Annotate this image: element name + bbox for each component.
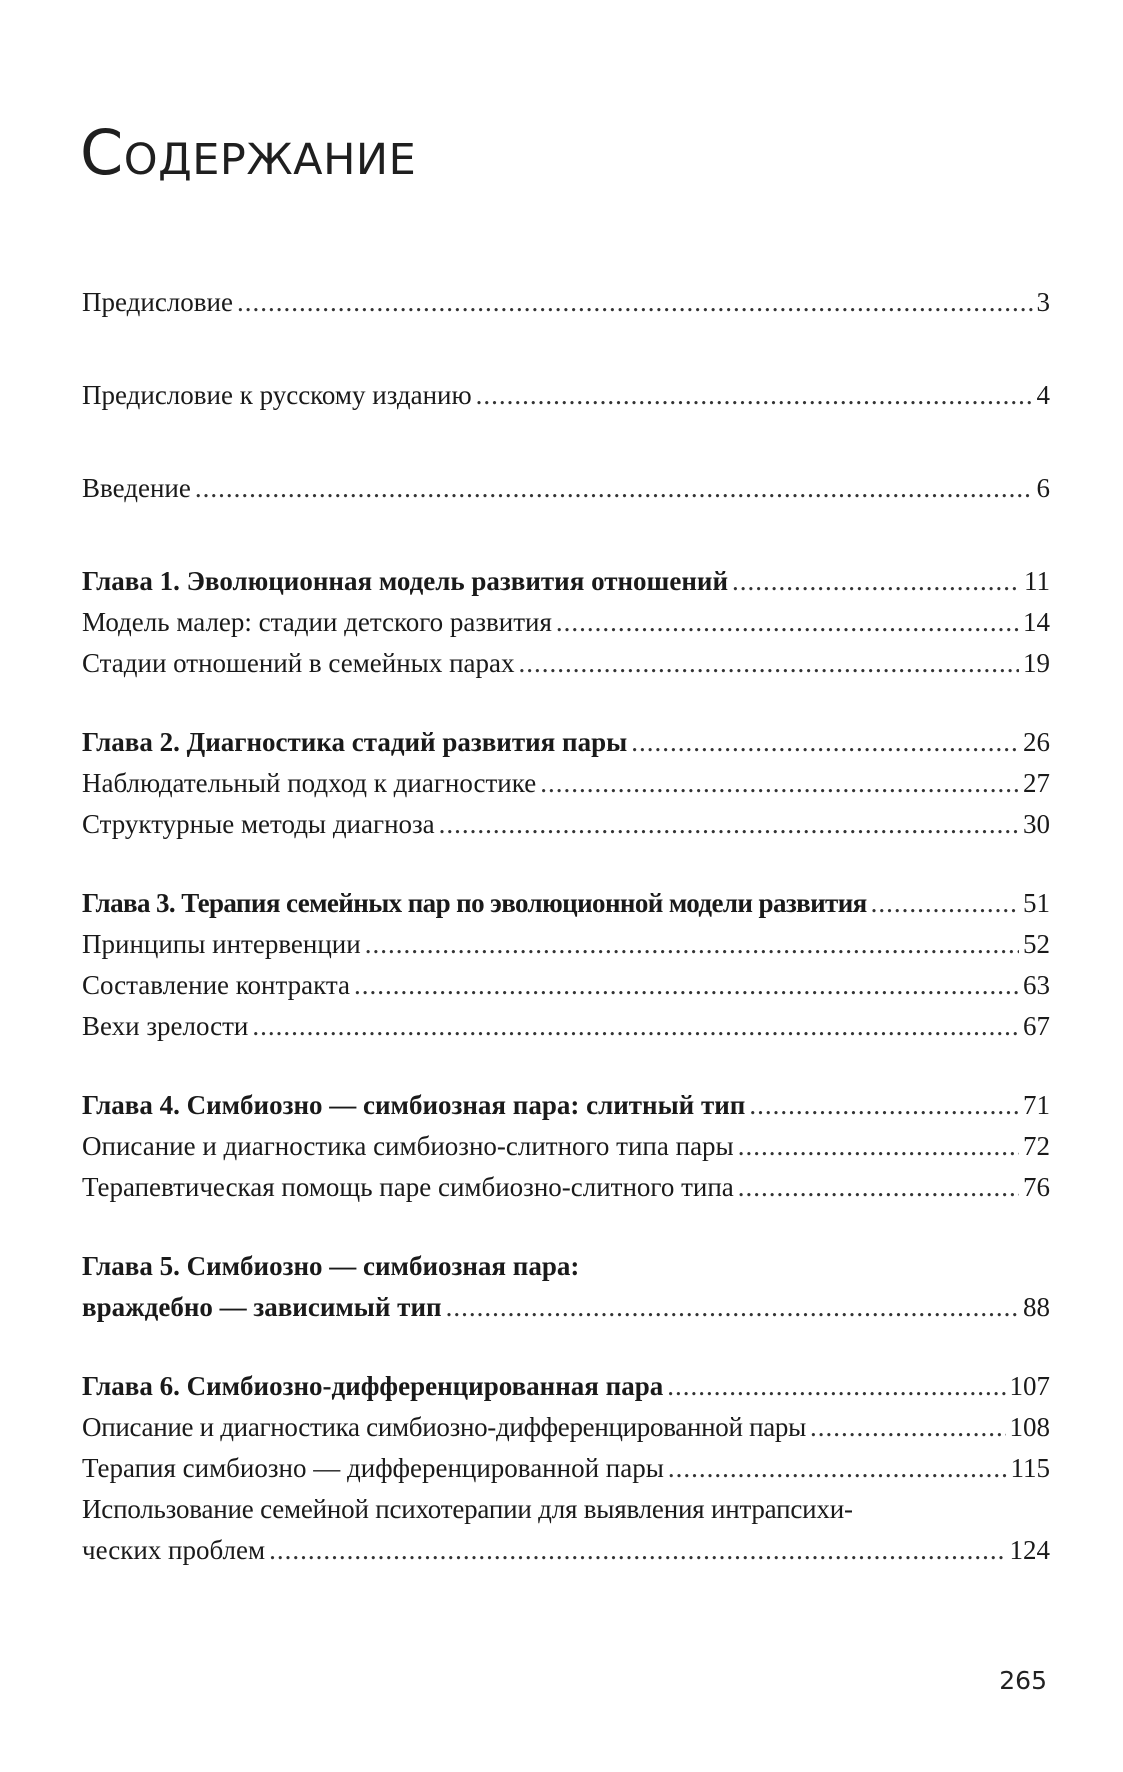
toc-group-preface-ru <box>82 375 1050 416</box>
dot-leader <box>476 375 1033 416</box>
toc-chapter-title: Глава 3. Терапия семейных пар по эволюционной модели развития <box>82 888 867 918</box>
toc-section-title: Модель малер: стадии детского развития <box>82 607 552 637</box>
dot-leader <box>446 1287 1019 1328</box>
toc-section[interactable] <box>82 965 1050 1006</box>
toc-group-chapter-1 <box>82 561 1050 684</box>
toc-group-intro <box>82 468 1050 509</box>
toc-chapter-title: Глава 1. Эволюционная модель развития отношений <box>82 566 728 596</box>
toc-page-number: 71 <box>1023 1090 1050 1120</box>
dot-leader <box>556 602 1019 643</box>
dot-leader <box>519 643 1020 684</box>
toc-chapter-4[interactable] <box>82 1085 1050 1126</box>
table-of-contents <box>82 282 1050 1609</box>
toc-group-preface <box>82 282 1050 323</box>
toc-section[interactable] <box>82 1530 1050 1571</box>
dot-leader <box>354 965 1019 1006</box>
toc-section-title: Описание и диагностика симбиозно-дифференцированной пары <box>82 1412 806 1442</box>
toc-page-number: 63 <box>1023 970 1050 1000</box>
toc-page-number: 14 <box>1023 607 1050 637</box>
dot-leader <box>195 468 1033 509</box>
toc-page-number: 3 <box>1036 287 1050 317</box>
toc-entry-intro[interactable] <box>82 468 1050 509</box>
dot-leader <box>732 561 1020 602</box>
toc-section-title: Вехи зрелости <box>82 1011 249 1041</box>
toc-section[interactable] <box>82 1006 1050 1047</box>
dot-leader <box>631 722 1019 763</box>
toc-entry-title: Введение <box>82 473 191 503</box>
toc-section[interactable] <box>82 924 1050 965</box>
toc-page-number: 72 <box>1023 1131 1050 1161</box>
toc-section-title: Терапия симбиозно — дифференцированной пары <box>82 1453 664 1483</box>
toc-group-chapter-4 <box>82 1085 1050 1208</box>
toc-section[interactable] <box>82 643 1050 684</box>
toc-section[interactable] <box>82 1126 1050 1167</box>
toc-chapter-6[interactable] <box>82 1366 1050 1407</box>
toc-entry-preface[interactable] <box>82 282 1050 323</box>
toc-group-chapter-3 <box>82 883 1050 1047</box>
toc-group-chapter-6 <box>82 1366 1050 1571</box>
toc-chapter-1[interactable] <box>82 561 1050 602</box>
toc-page-number: 124 <box>1009 1535 1050 1565</box>
toc-section-title: Составление контракта <box>82 970 350 1000</box>
toc-chapter-title: враждебно — зависимый тип <box>82 1292 442 1322</box>
toc-page-number: 52 <box>1023 929 1050 959</box>
toc-section[interactable] <box>82 804 1050 845</box>
page-title: Содержание <box>80 116 417 189</box>
toc-group-chapter-5 <box>82 1246 1050 1328</box>
toc-page-number: 51 <box>1023 888 1050 918</box>
toc-chapter-2[interactable] <box>82 722 1050 763</box>
dot-leader <box>365 924 1019 965</box>
toc-chapter-title: Глава 2. Диагностика стадий развития пары <box>82 727 628 757</box>
toc-section-title: Терапевтическая помощь паре симбиозно-слитного типа <box>82 1172 734 1202</box>
dot-leader <box>871 883 1019 924</box>
toc-entry-preface-ru[interactable] <box>82 375 1050 416</box>
toc-page-number: 107 <box>1009 1371 1050 1401</box>
toc-section-title: ческих проблем <box>82 1535 266 1565</box>
toc-section[interactable] <box>82 1448 1050 1489</box>
toc-group-chapter-2 <box>82 722 1050 845</box>
toc-chapter-5-line1[interactable]: Глава 5. Симбиозно — симбиозная пара: <box>82 1251 580 1281</box>
dot-leader <box>252 1006 1019 1047</box>
toc-section-title: Принципы интервенции <box>82 929 361 959</box>
dot-leader <box>810 1407 1006 1448</box>
toc-page-number: 4 <box>1036 380 1050 410</box>
toc-page-number: 19 <box>1023 648 1050 678</box>
toc-section[interactable] <box>82 602 1050 643</box>
toc-section-title: Структурные методы диагноза <box>82 809 435 839</box>
page-number: 265 <box>999 1666 1047 1695</box>
toc-page-number: 67 <box>1023 1011 1050 1041</box>
toc-entry-title: Предисловие <box>82 287 233 317</box>
toc-section[interactable] <box>82 1407 1050 1448</box>
toc-page-number: 26 <box>1023 727 1050 757</box>
dot-leader <box>738 1126 1019 1167</box>
toc-section-title: Описание и диагностика симбиозно-слитного типа пары <box>82 1131 734 1161</box>
toc-page-number: 11 <box>1024 566 1050 596</box>
toc-section[interactable] <box>82 1167 1050 1208</box>
toc-section-line1[interactable]: Использование семейной психотерапии для выявления интрапсихи- <box>82 1494 853 1524</box>
toc-section[interactable] <box>82 763 1050 804</box>
dot-leader <box>269 1530 1005 1571</box>
dot-leader <box>749 1085 1019 1126</box>
toc-entry-title: Предисловие к русскому изданию <box>82 380 472 410</box>
toc-page-number: 27 <box>1023 768 1050 798</box>
toc-page-number: 108 <box>1009 1412 1050 1442</box>
toc-chapter-title: Глава 6. Симбиозно-дифференцированная пара <box>82 1371 664 1401</box>
toc-page-number: 115 <box>1010 1453 1050 1483</box>
toc-page-number: 88 <box>1023 1292 1050 1322</box>
dot-leader <box>540 763 1019 804</box>
toc-page-number: 6 <box>1036 473 1050 503</box>
dot-leader <box>667 1366 1005 1407</box>
toc-page-number: 30 <box>1023 809 1050 839</box>
toc-section-title: Наблюдательный подход к диагностике <box>82 768 537 798</box>
toc-chapter-3[interactable] <box>82 883 1050 924</box>
toc-chapter-title: Глава 4. Симбиозно — симбиозная пара: слитный тип <box>82 1090 746 1120</box>
toc-chapter-5[interactable] <box>82 1287 1050 1328</box>
dot-leader <box>738 1167 1019 1208</box>
dot-leader <box>237 282 1033 323</box>
toc-section-title: Стадии отношений в семейных парах <box>82 648 515 678</box>
dot-leader <box>439 804 1019 845</box>
dot-leader <box>668 1448 1007 1489</box>
toc-page-number: 76 <box>1023 1172 1050 1202</box>
